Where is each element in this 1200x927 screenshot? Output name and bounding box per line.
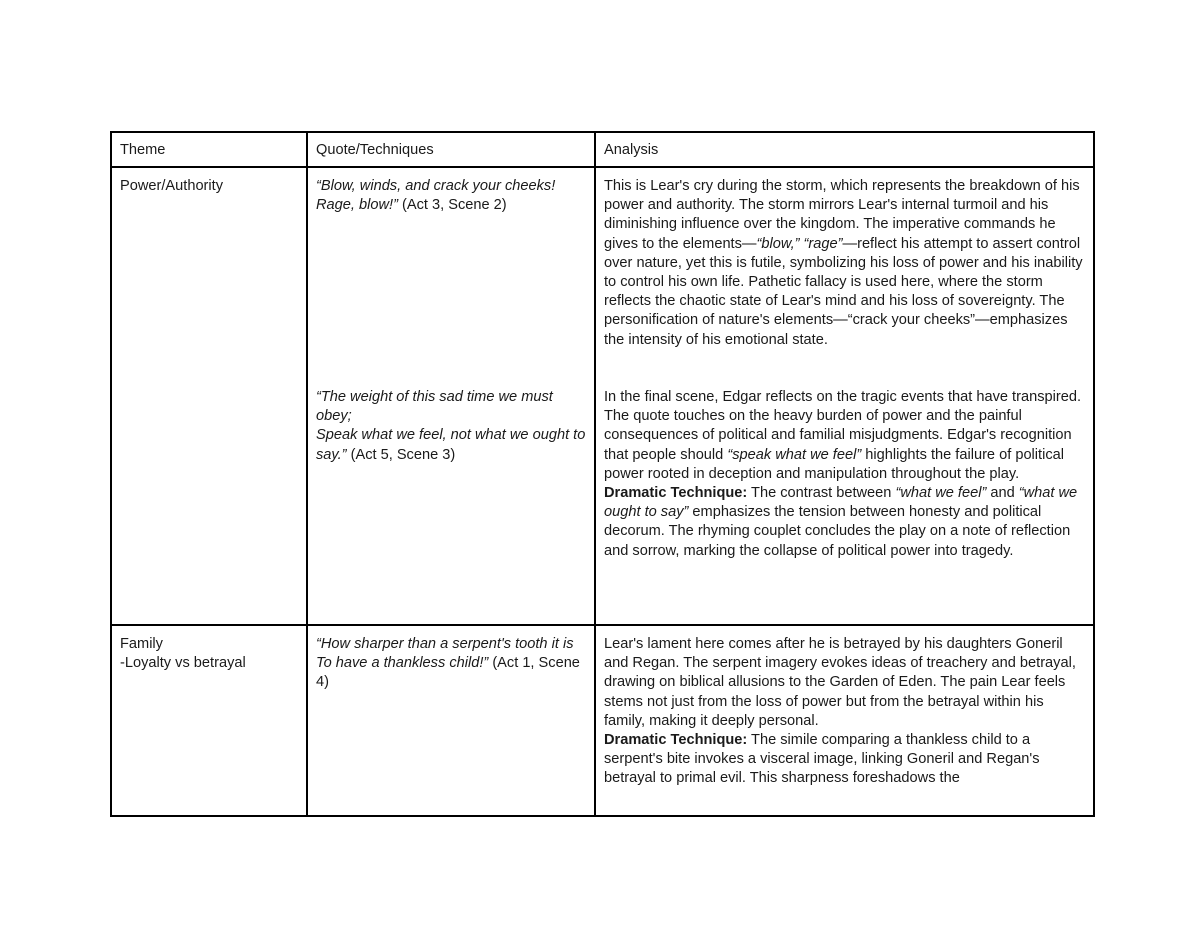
quote-reference: (Act 5, Scene 3) bbox=[346, 446, 456, 463]
analysis-text: emphasizes the tension between honesty and political decorum. The rhyming couplet concludes the play on a note of reflection and sorrow, marking the collapse of political power into tragedy. bbox=[604, 504, 1071, 559]
analysis-text: The simile comparing a thankless child to a serpent's bite invokes a visceral image, linking Goneril and Regan's betrayal to primal evil. This sharpness foreshadows the bbox=[604, 732, 1040, 787]
header-quote-techniques: Quote/Techniques bbox=[307, 132, 595, 167]
table-header-row bbox=[111, 132, 1094, 167]
analysis-text: This is Lear's cry during the storm, which represents the breakdown of his power and authority. The storm mirrors Lear's internal turmoil and his diminishing influence over the kingdom. The imperative commands he gives to the elements— bbox=[604, 178, 1080, 252]
analysis-emphasis: “blow,” “rage” bbox=[756, 235, 843, 252]
quote-text: “Blow, winds, and crack your cheeks! Rage, blow!” bbox=[316, 178, 556, 214]
quote-text: To have a thankless child!” bbox=[316, 655, 489, 672]
quote-text: Speak what we feel, not what we ought to say.” bbox=[316, 427, 586, 463]
analysis-cell bbox=[595, 625, 1094, 816]
analysis-emphasis: “speak what we feel” bbox=[727, 446, 862, 463]
dramatic-technique-label: Dramatic Technique: bbox=[604, 732, 748, 749]
analysis-cell bbox=[595, 167, 1094, 625]
quote-cell bbox=[307, 167, 595, 625]
analysis-paragraph bbox=[604, 177, 1085, 388]
analysis-emphasis: “what we ought to say” bbox=[604, 485, 1078, 521]
analysis-paragraph bbox=[604, 635, 1085, 808]
quote-block bbox=[316, 388, 586, 465]
analysis-text: —reflect his attempt to assert control over nature, yet this is futile, symbolizing his loss of power and his inability to control his own life. Pathetic fallacy is used here, where the storm reflects the chaotic state of Lear's mind and his loss of sovereignty. The personification of nature's elements—“crack your cheeks”—emphasizes the intensity of his emotional state. bbox=[604, 235, 1083, 348]
quote-block bbox=[316, 635, 586, 693]
theme-cell bbox=[111, 625, 307, 816]
header-analysis: Analysis bbox=[595, 132, 1094, 167]
quote-block bbox=[316, 177, 586, 388]
analysis-text: In the final scene, Edgar reflects on the tragic events that have transpired. The quote touches on the heavy burden of power and the painful consequences of political and familial misjudgments. Edgar's recognition that people should bbox=[604, 389, 1082, 463]
analysis-paragraph bbox=[604, 388, 1085, 561]
quote-cell bbox=[307, 625, 595, 816]
theme-label: Family bbox=[120, 636, 163, 652]
quote-text: “The weight of this sad time we must obey; bbox=[316, 389, 553, 425]
analysis-text: The contrast between bbox=[747, 485, 896, 502]
analysis-text: and bbox=[986, 485, 1019, 502]
quote-reference: (Act 1, Scene 4) bbox=[316, 655, 580, 691]
theme-analysis-table bbox=[110, 131, 1095, 817]
theme-label: Power/Authority bbox=[120, 178, 224, 194]
analysis-emphasis: “what we feel” bbox=[895, 485, 987, 502]
theme-cell bbox=[111, 167, 307, 625]
theme-subtitle: -Loyalty vs betrayal bbox=[120, 655, 246, 672]
analysis-text: highlights the failure of political power rooted in deception and manipulation throughout the play. bbox=[604, 446, 1064, 482]
table-row bbox=[111, 625, 1094, 816]
analysis-text: Lear's lament here comes after he is betrayed by his daughters Goneril and Regan. The serpent imagery evokes ideas of treachery and betrayal, drawing on biblical allusions to the Garden of Eden. The pain Lear feels stems not just from the loss of power but from the betrayal within his family, making it deeply personal. bbox=[604, 636, 1076, 729]
quote-reference: (Act 3, Scene 2) bbox=[397, 197, 507, 214]
dramatic-technique-label: Dramatic Technique: bbox=[604, 485, 748, 502]
header-theme: Theme bbox=[111, 132, 307, 167]
table-row bbox=[111, 167, 1094, 625]
quote-text: “How sharper than a serpent's tooth it is bbox=[316, 636, 574, 652]
